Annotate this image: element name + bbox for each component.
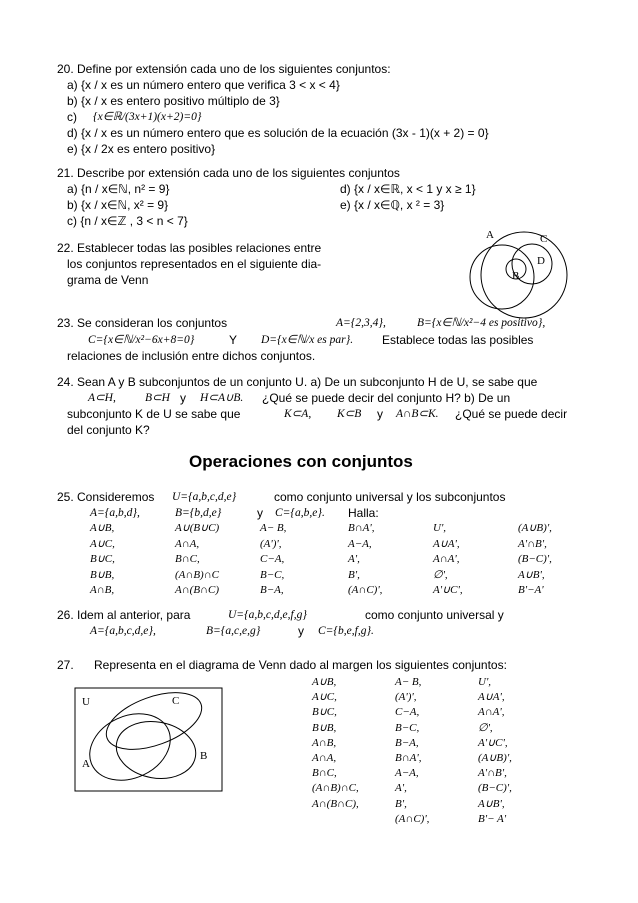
exercise-item: C−A, <box>395 706 420 719</box>
exercise-item: A∪B', <box>518 568 545 581</box>
venn-circle-a <box>470 245 534 309</box>
p20-item-a: a) {x / x es un número entero que verifica 3 < x < 4} <box>67 78 340 92</box>
exercise-item: ∅', <box>433 568 448 581</box>
exercise-item: A∩(B∩C) <box>175 584 219 596</box>
venn-label-c: C <box>540 233 548 245</box>
exercise-item: A∩B, <box>90 584 115 596</box>
exercise-item: B∪B, <box>312 721 337 734</box>
p22-line3: grama de Venn <box>67 273 149 287</box>
p24-line1: 24. Sean A y B subconjuntos de un conjunto U. a) De un subconjunto H de U, se sabe que <box>57 375 538 389</box>
p20-item-c-label: c) <box>67 110 77 124</box>
p25-set-c: C={a,b,e}. <box>275 507 325 519</box>
p20-item-b: b) {x / x es entero positivo múltiplo de 3} <box>67 94 280 108</box>
p26-and: y <box>298 624 304 638</box>
section-title: Operaciones con conjuntos <box>189 452 413 471</box>
p26-universe: U={a,b,c,d,e,f,g} <box>228 609 307 621</box>
p22-line2: los conjuntos representados en el siguiente dia- <box>67 257 322 271</box>
p24-cond2: B⊂H <box>145 392 170 404</box>
p26-set-b: B={a,c,e,g} <box>206 625 261 637</box>
exercise-item: B−A, <box>260 584 284 596</box>
p27-number: 27. <box>57 658 74 672</box>
exercise-item: A−A, <box>395 767 419 780</box>
p23-line1: 23. Se consideran los conjuntos <box>57 316 228 330</box>
p25-line1-text: como conjunto universal y los subconjuntos <box>274 490 506 504</box>
exercise-item: (A∩C)', <box>395 812 430 825</box>
p24-cond6: A∩B⊂K. <box>396 408 439 420</box>
p24-cond5: K⊂B <box>337 408 362 420</box>
exercise-item: (A')', <box>260 537 282 550</box>
p22-venn-diagram <box>460 222 590 322</box>
exercise-item: A−A, <box>348 537 372 550</box>
venn-label-a: A <box>82 758 90 770</box>
p25-halla: Halla: <box>348 506 379 520</box>
exercise-item: A∪C, <box>312 691 337 704</box>
exercise-item: B−C, <box>260 568 285 581</box>
exercise-item: B', <box>395 797 407 810</box>
exercise-item: A', <box>395 782 407 795</box>
exercise-item: A'∪C', <box>433 584 463 596</box>
exercise-item: B∪B, <box>90 568 115 581</box>
p21-item-c: c) {n / x∈ℤ , 3 < n < 7} <box>67 214 188 228</box>
p25-universe: U={a,b,c,d,e} <box>172 491 237 503</box>
venn-ellipse-c <box>99 687 209 761</box>
p23-set-c: C={x∈ℕ/x²−6x+8=0} <box>88 334 195 346</box>
p23-line2-text: Establece todas las posibles <box>382 333 534 347</box>
p24-cond3: H⊂A∪B. <box>200 392 244 404</box>
p21-item-e: e) {x / x∈ℚ, x ² = 3} <box>340 198 445 212</box>
exercise-item: B∩A', <box>395 752 422 764</box>
p25-line1: 25. Consideremos <box>57 490 155 504</box>
p26-line1-text: como conjunto universal y <box>365 608 504 622</box>
p25-set-a: A={a,b,d}, <box>90 507 140 519</box>
p20-item-d: d) {x / x es un número entero que es solución de la ecuación (3x - 1)(x + 2) = 0} <box>67 126 489 140</box>
exercise-item: A∪A', <box>433 537 460 550</box>
exercise-item: U', <box>478 676 492 688</box>
p27-statement: Representa en el diagrama de Venn dado al margen los siguientes conjuntos: <box>94 658 507 672</box>
exercise-item: A∩A', <box>433 553 460 565</box>
p24-and2: y <box>377 407 383 421</box>
p23-line3: relaciones de inclusión entre dichos conjuntos. <box>67 349 316 363</box>
exercise-item: A'∩B', <box>518 537 547 550</box>
venn-label-u: U <box>82 696 90 708</box>
p27-venn-diagram <box>74 687 224 793</box>
p21-item-a: a) {n / x∈ℕ, n² = 9} <box>67 182 170 196</box>
p24-line3-text: subconjunto K de U se sabe que <box>67 407 241 421</box>
p26-set-a: A={a,b,c,d,e}, <box>90 625 156 637</box>
p20-statement: 20. Define por extensión cada uno de los siguientes conjuntos: <box>57 62 391 76</box>
p21-item-b: b) {x / x∈ℕ, x² = 9} <box>67 198 169 212</box>
exercise-item: A'∩B', <box>478 767 507 780</box>
p24-line2-text: ¿Qué se puede decir del conjunto H? b) De un <box>262 391 511 405</box>
exercise-item: B'−A' <box>518 584 544 596</box>
p26-line1: 26. Idem al anterior, para <box>57 608 191 622</box>
p23-set-b: B={x∈ℕ/x²−4 es positivo}, <box>417 317 546 329</box>
exercise-item: (A∩B)∩C, <box>312 782 359 795</box>
exercise-item: A∩B, <box>312 736 337 749</box>
p21-statement: 21. Describe por extensión cada uno de los siguientes conjuntos <box>57 166 400 180</box>
p26-set-c: C={b,e,f,g}. <box>318 625 374 637</box>
venn-ellipse-b <box>112 715 201 784</box>
p21-item-d: d) {x / x∈ℝ, x < 1 y x ≥ 1} <box>340 182 476 196</box>
exercise-item: A∩A', <box>478 706 505 719</box>
p23-set-d: D={x∈ℕ/x es par}. <box>261 334 354 346</box>
venn-ellipse-a <box>79 701 181 793</box>
p25-and: y <box>257 506 263 520</box>
venn-label-d: D <box>537 255 545 267</box>
exercise-item: ∅', <box>478 721 493 734</box>
p20-item-e: e) {x / 2x es entero positivo} <box>67 142 216 156</box>
venn-universe-rect <box>75 688 222 791</box>
exercise-item: B'− A' <box>478 812 507 825</box>
exercise-item: B∩C, <box>312 767 337 780</box>
venn-label-c: C <box>172 695 180 707</box>
p23-set-a: A={2,3,4}, <box>336 317 386 329</box>
exercise-item: B∪C, <box>312 706 337 719</box>
exercise-item: (B−C)', <box>478 782 512 795</box>
exercise-item: A∪(B∪C) <box>175 522 220 534</box>
p24-line3-question: ¿Qué se puede decir <box>455 407 568 421</box>
exercise-item: (A∪B)', <box>478 752 512 764</box>
venn-label-b: B <box>200 750 208 762</box>
exercise-item: B', <box>348 568 360 581</box>
exercise-item: A∪A', <box>478 691 505 704</box>
exercise-item: C−A, <box>260 553 285 565</box>
exercise-item: A'∪C', <box>478 736 508 749</box>
p23-and: Y <box>229 333 238 347</box>
exercise-item: B−C, <box>395 721 420 734</box>
exercise-item: (A')', <box>395 691 417 704</box>
exercise-item: (A∩C)', <box>348 584 383 596</box>
exercise-item: B∪C, <box>90 553 115 565</box>
exercise-item: (A∪B)', <box>518 522 552 534</box>
exercise-item: A∪B, <box>312 676 337 688</box>
exercise-item: A∩(B∩C), <box>312 797 359 810</box>
exercise-item: A− B, <box>395 676 422 688</box>
p24-cond1: A⊂H, <box>88 392 116 404</box>
venn-label-b: B <box>512 270 520 282</box>
exercise-item: U', <box>433 522 447 534</box>
venn-label-a: A <box>486 229 494 241</box>
p22-line1: 22. Establecer todas las posibles relaciones entre <box>57 241 322 255</box>
exercise-item: B∩C, <box>175 553 200 565</box>
p25-set-b: B={b,d,e} <box>175 507 222 519</box>
p24-cond4: K⊂A, <box>284 408 312 420</box>
exercise-item: A− B, <box>260 522 287 534</box>
exercise-item: A∪C, <box>90 537 115 550</box>
exercise-item: B∩A', <box>348 522 375 534</box>
exercise-item: B−A, <box>395 736 419 749</box>
exercise-item: A∪B, <box>90 522 115 534</box>
p24-line4: del conjunto K? <box>67 423 150 437</box>
exercise-item: A', <box>348 553 360 565</box>
exercise-item: A∪B', <box>478 797 505 810</box>
exercise-item: (B−C)', <box>518 553 552 565</box>
p20-item-c-math: {x∈ℝ/(3x+1)(x+2)=0} <box>93 111 202 123</box>
p24-and1: y <box>180 391 186 405</box>
exercise-item: A∩A, <box>312 752 337 764</box>
exercise-item: (A∩B)∩C <box>175 568 219 581</box>
exercise-item: A∩A, <box>175 537 200 550</box>
